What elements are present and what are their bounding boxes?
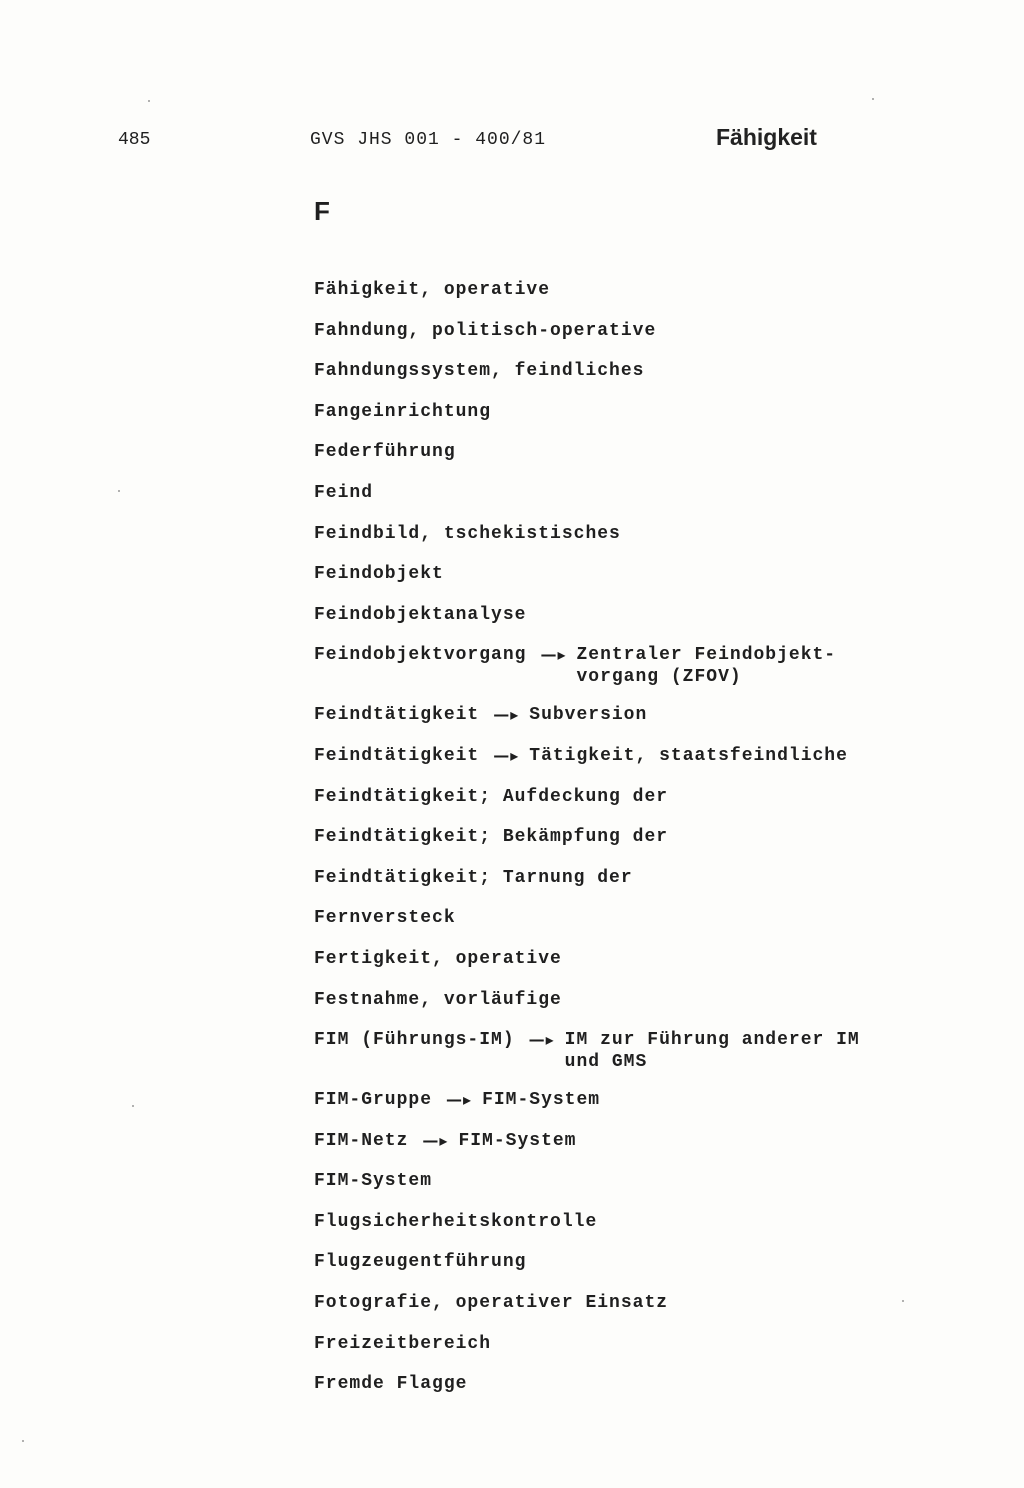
list-item [314, 279, 954, 320]
cross-reference-target: Subversion [529, 705, 648, 726]
entry-term: Flugzeugentführung [314, 1252, 527, 1273]
entry-term: Feindtätigkeit [314, 745, 480, 766]
entry-term: Feindobjektvorgang [314, 645, 527, 666]
running-head: Fähigkeit [716, 124, 817, 150]
see-reference-arrow-icon: —▸ [422, 1130, 449, 1150]
entry-term: FIM-Gruppe [314, 1090, 433, 1111]
entry-term: Freizeitbereich [314, 1333, 492, 1354]
entry-term: Feindbild, tschekistisches [314, 523, 621, 544]
entry-term: Feindtätigkeit [314, 705, 480, 726]
entry-term: Feindobjekt [314, 564, 444, 585]
list-item [314, 320, 954, 361]
cross-reference-target: FIM-System [458, 1130, 577, 1151]
list-item [314, 482, 954, 523]
list-item [314, 563, 954, 604]
entry-term: Feindobjektanalyse [314, 604, 527, 625]
list-item [314, 604, 954, 645]
list-item [314, 704, 954, 745]
section-letter: F [314, 196, 330, 226]
entry-term: Fernversteck [314, 908, 456, 929]
entry-term: Fangeinrichtung [314, 401, 492, 422]
list-item [314, 1089, 954, 1130]
list-item [314, 1170, 954, 1211]
list-item [314, 826, 954, 867]
list-item [314, 1251, 954, 1292]
entry-term: FIM-Netz [314, 1130, 409, 1151]
entry-list [314, 279, 954, 1414]
list-item [314, 989, 954, 1030]
cross-reference-target: IM zur Führung anderer IM und GMS [564, 1030, 860, 1073]
entry-term: Federführung [314, 442, 456, 463]
entry-term: Flugsicherheitskontrolle [314, 1211, 598, 1232]
page-number: 485 [118, 130, 151, 150]
entry-term: Fahndungssystem, feindliches [314, 361, 645, 382]
list-item [314, 948, 954, 989]
list-item [314, 1029, 954, 1089]
scan-speck [132, 1105, 134, 1107]
see-reference-arrow-icon: —▸ [446, 1090, 473, 1110]
entry-term: Feindtätigkeit; Bekämpfung der [314, 827, 669, 848]
entry-term: Feindtätigkeit; Tarnung der [314, 867, 633, 888]
entry-term: Fotografie, operativer Einsatz [314, 1293, 669, 1314]
see-reference-arrow-icon: —▸ [493, 705, 520, 725]
entry-term: Feind [314, 482, 374, 503]
entry-term: Fertigkeit, operative [314, 948, 562, 969]
document-code: GVS JHS 001 - 400/81 [310, 130, 547, 150]
list-item [314, 1211, 954, 1252]
entry-term: FIM (Führungs-IM) [314, 1030, 515, 1051]
list-item [314, 360, 954, 401]
entry-term: Fremde Flagge [314, 1374, 468, 1395]
entry-term: Feindtätigkeit; Aufdeckung der [314, 786, 669, 807]
list-item [314, 1292, 954, 1333]
see-reference-arrow-icon: —▸ [493, 745, 520, 765]
entry-term: Festnahme, vorläufige [314, 989, 562, 1010]
list-item [314, 1333, 954, 1374]
cross-reference-target: FIM-System [482, 1090, 601, 1111]
list-item [314, 441, 954, 482]
entry-term: Fahndung, politisch-operative [314, 320, 657, 341]
list-item [314, 907, 954, 948]
entry-term: Fähigkeit, operative [314, 280, 551, 300]
list-item [314, 644, 954, 704]
cross-reference-target: Tätigkeit, staatsfeindliche [529, 745, 848, 766]
cross-reference-target: Zentraler Feindobjekt- vorgang (ZFOV) [576, 645, 837, 688]
see-reference-arrow-icon: —▸ [528, 1030, 555, 1050]
list-item [314, 786, 954, 827]
entry-term: FIM-System [314, 1171, 433, 1192]
list-item [314, 523, 954, 564]
scan-speck [22, 1440, 24, 1442]
list-item [314, 1130, 954, 1171]
list-item [314, 867, 954, 908]
list-item [314, 1373, 954, 1414]
scan-speck [148, 100, 150, 102]
scan-speck [872, 98, 874, 100]
list-item [314, 401, 954, 442]
see-reference-arrow-icon: —▸ [540, 645, 567, 665]
scan-speck [118, 490, 120, 492]
list-item [314, 745, 954, 786]
